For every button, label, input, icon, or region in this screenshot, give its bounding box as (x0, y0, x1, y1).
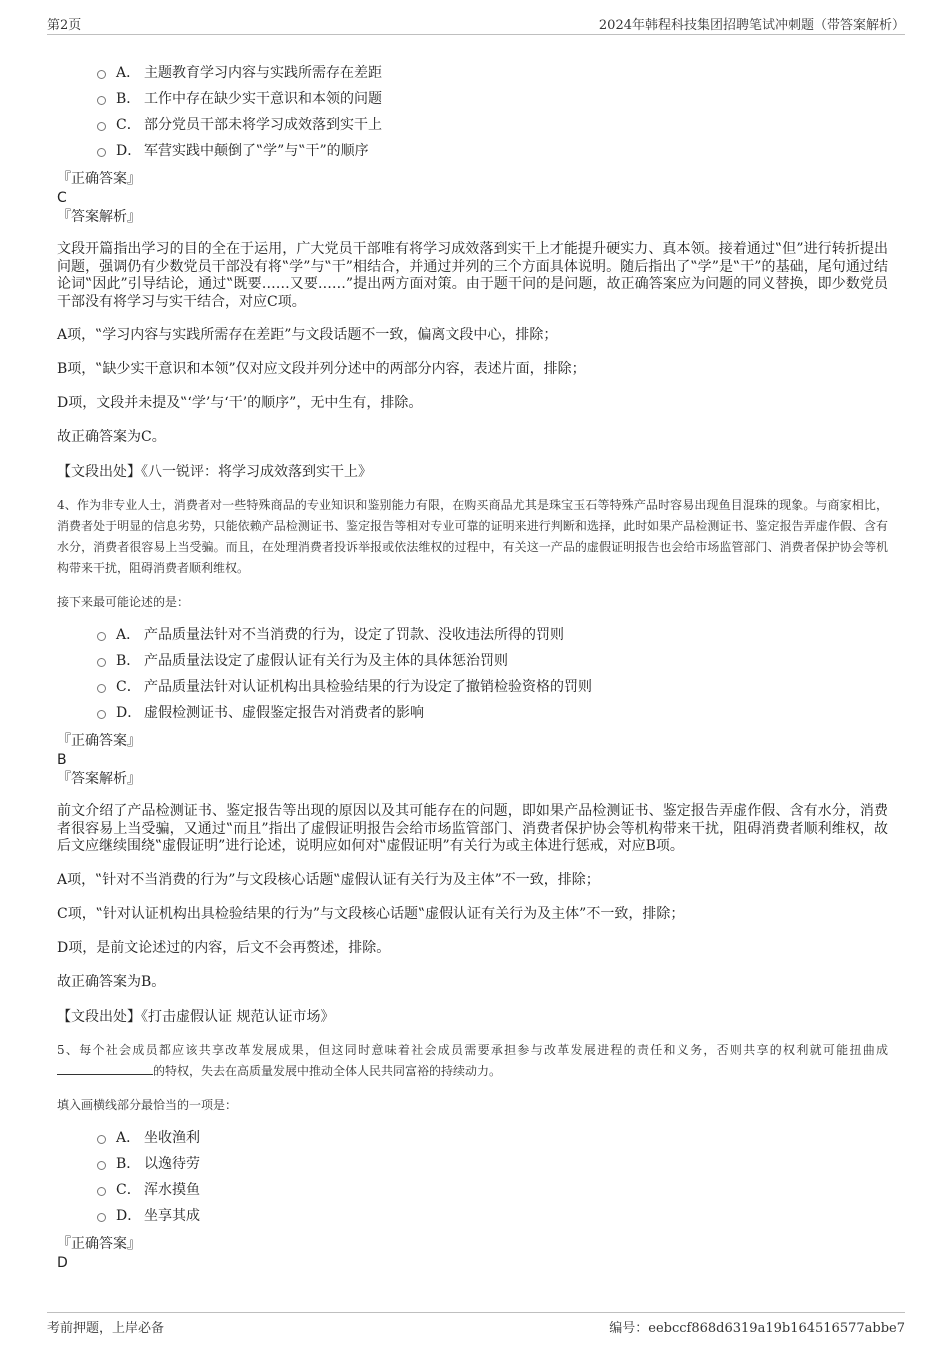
q4-analysis-item: C项，‟针对认证机构出具检验结果的行为”与文段核心话题‟虚假认证有关行为及主体”不一致，排除； (57, 905, 685, 922)
q5-options (57, 1125, 888, 1229)
q5-option-b[interactable]: B． 以逸待劳 (97, 1151, 888, 1177)
q5-question-text: 5、每个社会成员都应该共享改革发展成果，但这同时意味着社会成员需要承担参与改革发展进程的责任和义务，否则共享的权利就可能扭曲成的特权，失去在高质量发展中推动全体人民共同富裕的持续动力。 (57, 1042, 888, 1078)
page-content (57, 60, 888, 1273)
q4-option-b[interactable]: B． 产品质量法设定了虚假认证有关行为及主体的具体惩治罚则 (97, 648, 888, 674)
q3-analysis: 文段开篇指出学习的目的全在于运用，广大党员干部唯有将学习成效落到实干上才能提升硬实力、真本领。接着通过‟但”进行转折提出问题，强调仍有少数党员干部没有将‟学”与‟干”相结合，并通过并列的三个方面具体说明。随后指出了‟学”是‟干”的基础，尾句通过结论词‟因此”引导结论，通过‟既要……又要……”提出两方面对策。由于题干问的是问题，故正确答案应为问题的同义替换，即少数党员干部没有将学习与实干结合，对应C项。 (57, 241, 888, 310)
q4-option-c[interactable]: C． 产品质量法针对认证机构出具检验结果的行为设定了撤销检验资格的罚则 (97, 674, 888, 700)
fill-blank (57, 1062, 153, 1075)
radio-icon[interactable] (97, 684, 106, 693)
q3-source: 【文段出处】《八一锐评：将学习成效落到实干上》 (57, 464, 372, 480)
radio-icon[interactable] (97, 122, 106, 131)
radio-icon[interactable] (97, 710, 106, 719)
q4-answer: B (57, 752, 67, 768)
q4-conclusion: 故正确答案为B。 (57, 973, 166, 990)
radio-icon[interactable] (97, 148, 106, 157)
q3-options (57, 60, 888, 164)
q5-prompt: 填入画横线部分最恰当的一项是： (57, 1097, 238, 1112)
q5-answer: D (57, 1254, 68, 1271)
q4-option-a[interactable]: A． 产品质量法针对不当消费的行为，设定了罚款、没收违法所得的罚则 (97, 622, 888, 648)
radio-icon[interactable] (97, 1135, 106, 1144)
q4-analysis-label: 『答案解析』 (57, 771, 141, 787)
q3-analysis-item: B项，‟缺少实干意识和本领”仅对应文段并列分述中的两部分内容，表述片面，排除； (57, 361, 586, 377)
q4-analysis-item: A项，‟针对不当消费的行为”与文段核心话题‟虚假认证有关行为及主体”不一致，排除； (57, 871, 600, 888)
q4-prompt: 接下来最可能论述的是： (57, 595, 190, 609)
q4-answer-label: 『正确答案』 (57, 733, 141, 749)
radio-icon[interactable] (97, 1161, 106, 1170)
q3-answer-label: 『正确答案』 (57, 171, 141, 187)
radio-icon[interactable] (97, 70, 106, 79)
q5-answer-label: 『正确答案』 (57, 1235, 141, 1252)
radio-icon[interactable] (97, 632, 106, 641)
q3-analysis-item: A项，‟学习内容与实践所需存在差距”与文段话题不一致，偏离文段中心，排除； (57, 327, 558, 343)
page-header (47, 12, 905, 35)
radio-icon[interactable] (97, 96, 106, 105)
q3-option-b[interactable]: B． 工作中存在缺少实干意识和本领的问题 (97, 86, 888, 112)
q4-source: 【文段出处】《打击虚假认证 规范认证市场》 (57, 1008, 335, 1025)
q4-option-d[interactable]: D． 虚假检测证书、虚假鉴定报告对消费者的影响 (97, 700, 888, 726)
q3-option-c[interactable]: C． 部分党员干部未将学习成效落到实干上 (97, 112, 888, 138)
document-code: 编号：eebccf868d6319a19b164516577abbe7 (609, 1321, 905, 1336)
q4-analysis-item: D项，是前文论述过的内容，后文不会再赘述，排除。 (57, 939, 391, 956)
radio-icon[interactable] (97, 1187, 106, 1196)
page-number: 第2页 (47, 18, 82, 33)
q3-option-a[interactable]: A． 主题教育学习内容与实践所需存在差距 (97, 60, 888, 86)
q3-analysis-item: D项，文段并未提及‟‘学’与‘干’的顺序”，无中生有，排除。 (57, 395, 423, 411)
radio-icon[interactable] (97, 1213, 106, 1222)
q3-analysis-label: 『答案解析』 (57, 209, 141, 225)
document-title: 2024年韩程科技集团招聘笔试冲刺题（带答案解析） (598, 18, 905, 33)
q5-option-a[interactable]: A． 坐收渔利 (97, 1125, 888, 1151)
q4-analysis: 前文介绍了产品检测证书、鉴定报告等出现的原因以及其可能存在的问题，即如果产品检测证书、鉴定报告弄虚作假、含有水分，消费者很容易上当受骗，又通过‟而且”指出了虚假证明报告会给市场监管部门、消费者保护协会等机构带来干扰，阻碍消费者顺利维权，故后文应继续围绕‟虚假证明”进行论述，说明应如何对‟虚假证明”有关行为或主体进行惩戒，对应B项。 (57, 803, 888, 854)
page-footer (47, 1312, 905, 1339)
q3-conclusion: 故正确答案为C。 (57, 429, 166, 445)
q4-options (57, 622, 888, 726)
q5-option-c[interactable]: C． 浑水摸鱼 (97, 1177, 888, 1203)
q4-question-text: 4、作为非专业人士，消费者对一些特殊商品的专业知识和鉴别能力有限，在购买商品尤其是珠宝玉石等特殊产品时容易出现鱼目混珠的现象。与商家相比，消费者处于明显的信息劣势，只能依赖产品检测证书、鉴定报告等相对专业可靠的证明来进行判断和选择，此时如果产品检测证书、鉴定报告弄虚作假、含有水分，消费者很容易上当受骗。而且，在处理消费者投诉举报或依法维权的过程中，有关这一产品的虚假证明报告也会给市场监管部门、消费者保护协会等机构带来干扰，阻碍消费者顺利维权。 (57, 498, 888, 575)
q3-option-d[interactable]: D． 军营实践中颠倒了‟学”与‟干”的顺序 (97, 138, 888, 164)
radio-icon[interactable] (97, 658, 106, 667)
q5-option-d[interactable]: D． 坐享其成 (97, 1203, 888, 1229)
q3-answer: C (57, 190, 67, 206)
footer-slogan: 考前押题，上岸必备 (47, 1321, 165, 1336)
